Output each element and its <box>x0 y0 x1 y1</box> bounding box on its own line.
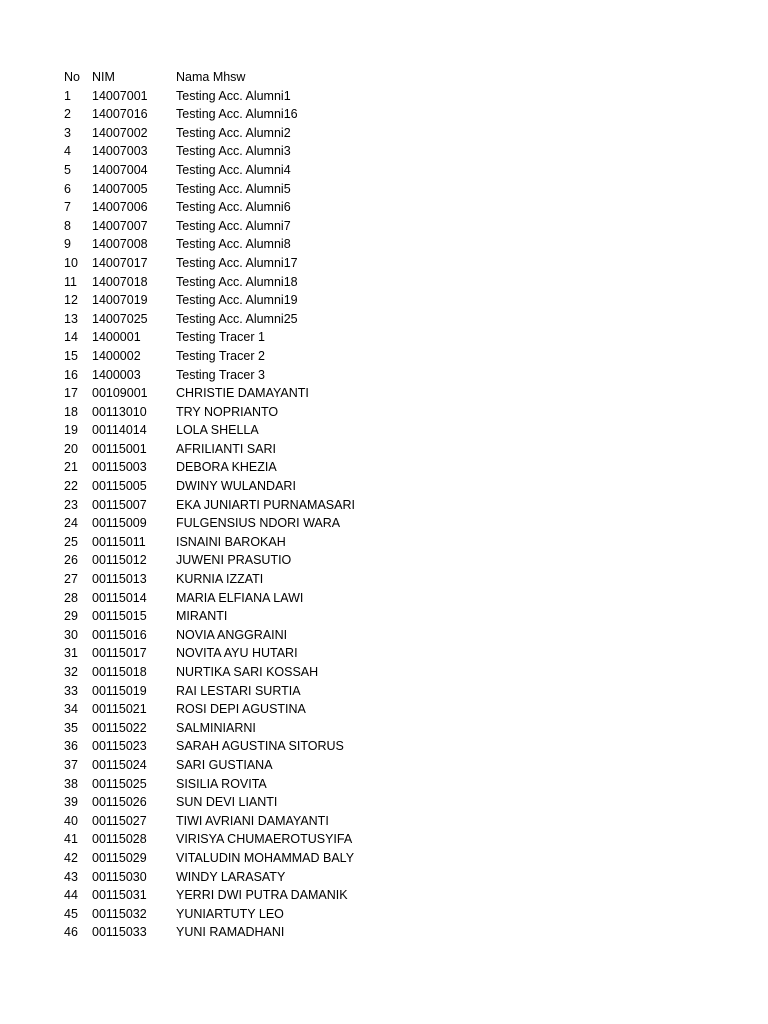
cell-no: 19 <box>64 423 78 438</box>
cell-nim: 1400001 <box>92 330 141 345</box>
cell-no: 21 <box>64 460 78 475</box>
cell-no: 15 <box>64 348 78 363</box>
cell-no: 37 <box>64 757 78 772</box>
table-row <box>64 793 704 812</box>
cell-nama: DEBORA KHEZIA <box>176 460 277 475</box>
cell-nim: 00115027 <box>92 813 147 828</box>
table-row <box>64 812 704 831</box>
table-row <box>64 626 704 645</box>
cell-no: 42 <box>64 850 78 865</box>
table-row <box>64 403 704 422</box>
cell-nama: Testing Acc. Alumni8 <box>176 237 291 252</box>
cell-nama: NOVITA AYU HUTARI <box>176 646 298 661</box>
table-row <box>64 310 704 329</box>
cell-nim: 1400002 <box>92 348 141 363</box>
cell-nim: 00115005 <box>92 479 147 494</box>
table-row <box>64 719 704 738</box>
cell-nim: 14007002 <box>92 125 148 140</box>
cell-nama: Testing Acc. Alumni19 <box>176 293 298 308</box>
table-row <box>64 700 704 719</box>
cell-nim: 00115019 <box>92 683 147 698</box>
cell-nim: 00115012 <box>92 553 147 568</box>
table-row <box>64 235 704 254</box>
cell-nim: 14007004 <box>92 162 148 177</box>
cell-no: 45 <box>64 906 78 921</box>
cell-no: 23 <box>64 497 78 512</box>
table-row <box>64 477 704 496</box>
table-row <box>64 756 704 775</box>
table-row <box>64 105 704 124</box>
table-header-row <box>64 68 704 87</box>
table-row <box>64 551 704 570</box>
table-row <box>64 868 704 887</box>
cell-nama: Testing Acc. Alumni16 <box>176 107 298 122</box>
table-row <box>64 198 704 217</box>
cell-nim: 00115023 <box>92 739 147 754</box>
cell-nim: 14007001 <box>92 88 148 103</box>
cell-nama: Testing Tracer 3 <box>176 367 265 382</box>
cell-nim: 14007007 <box>92 218 148 233</box>
cell-no: 8 <box>64 218 71 233</box>
cell-no: 12 <box>64 293 78 308</box>
cell-no: 7 <box>64 200 71 215</box>
table-row <box>64 905 704 924</box>
cell-nama: Testing Acc. Alumni25 <box>176 311 298 326</box>
cell-nama: DWINY WULANDARI <box>176 479 296 494</box>
cell-nim: 00115021 <box>92 702 147 717</box>
cell-nim: 00115032 <box>92 906 147 921</box>
header-nama-mhsw: Nama Mhsw <box>176 70 246 84</box>
table-body <box>64 87 704 942</box>
cell-nim: 00115011 <box>92 534 146 549</box>
table-row <box>64 644 704 663</box>
cell-nama: SUN DEVI LIANTI <box>176 795 278 810</box>
cell-nama: Testing Acc. Alumni7 <box>176 218 291 233</box>
cell-nim: 00115026 <box>92 795 147 810</box>
cell-nim: 00115028 <box>92 832 147 847</box>
table-row <box>64 161 704 180</box>
cell-no: 46 <box>64 925 78 940</box>
cell-no: 30 <box>64 627 78 642</box>
table-row <box>64 923 704 942</box>
cell-no: 34 <box>64 702 78 717</box>
cell-nim: 00115017 <box>92 646 147 661</box>
header-no: No <box>64 70 80 84</box>
cell-nama: Testing Acc. Alumni3 <box>176 144 291 159</box>
table-row <box>64 440 704 459</box>
cell-no: 22 <box>64 479 78 494</box>
cell-nama: CHRISTIE DAMAYANTI <box>176 386 309 401</box>
cell-nama: SARAH AGUSTINA SITORUS <box>176 739 344 754</box>
cell-nama: WINDY LARASATY <box>176 869 286 884</box>
cell-no: 28 <box>64 590 78 605</box>
cell-no: 20 <box>64 441 78 456</box>
cell-nim: 00115031 <box>92 888 147 903</box>
cell-nama: YERRI DWI PUTRA DAMANIK <box>176 888 348 903</box>
table-row <box>64 254 704 273</box>
cell-nim: 00115030 <box>92 869 147 884</box>
cell-no: 43 <box>64 869 78 884</box>
cell-nama: SISILIA ROVITA <box>176 776 267 791</box>
cell-no: 33 <box>64 683 78 698</box>
cell-nim: 1400003 <box>92 367 141 382</box>
table-row <box>64 682 704 701</box>
cell-nim: 14007016 <box>92 107 148 122</box>
cell-nim: 00115001 <box>92 441 147 456</box>
table-row <box>64 328 704 347</box>
table-row <box>64 663 704 682</box>
cell-nama: MARIA ELFIANA LAWI <box>176 590 304 605</box>
cell-nama: Testing Acc. Alumni1 <box>176 88 291 103</box>
cell-nim: 14007008 <box>92 237 148 252</box>
cell-nama: TIWI AVRIANI DAMAYANTI <box>176 813 329 828</box>
cell-nama: VITALUDIN MOHAMMAD BALY <box>176 850 355 865</box>
table-row <box>64 142 704 161</box>
table-row <box>64 607 704 626</box>
cell-nim: 00115013 <box>92 572 147 587</box>
cell-nim: 00115015 <box>92 609 147 624</box>
table-row <box>64 589 704 608</box>
student-list-table <box>64 68 704 942</box>
header-nim: NIM <box>92 70 115 84</box>
cell-nama: Testing Tracer 2 <box>176 348 265 363</box>
cell-nim: 00115029 <box>92 850 147 865</box>
cell-no: 26 <box>64 553 78 568</box>
cell-no: 39 <box>64 795 78 810</box>
cell-no: 27 <box>64 572 78 587</box>
cell-nama: SALMINIARNI <box>176 720 256 735</box>
cell-nama: Testing Acc. Alumni18 <box>176 274 298 289</box>
cell-nim: 00114014 <box>92 423 147 438</box>
cell-nama: Testing Acc. Alumni2 <box>176 125 291 140</box>
cell-nama: TRY NOPRIANTO <box>176 404 279 419</box>
cell-nama: YUNI RAMADHANI <box>176 925 285 940</box>
cell-nim: 00115007 <box>92 497 147 512</box>
cell-no: 16 <box>64 367 78 382</box>
cell-nama: LOLA SHELLA <box>176 423 259 438</box>
cell-no: 4 <box>64 144 71 159</box>
cell-no: 31 <box>64 646 78 661</box>
table-row <box>64 849 704 868</box>
cell-nim: 00115024 <box>92 757 147 772</box>
cell-nim: 00113010 <box>92 404 147 419</box>
cell-no: 24 <box>64 516 78 531</box>
cell-no: 32 <box>64 665 78 679</box>
cell-nama: YUNIARTUTY LEO <box>176 906 284 921</box>
cell-nim: 14007003 <box>92 144 148 159</box>
cell-no: 35 <box>64 720 78 735</box>
cell-nama: AFRILIANTI SARI <box>176 441 277 456</box>
cell-no: 9 <box>64 237 71 252</box>
cell-no: 5 <box>64 162 71 177</box>
cell-nama: Testing Acc. Alumni17 <box>176 255 298 270</box>
cell-nama: JUWENI PRASUTIO <box>176 553 292 568</box>
cell-nama: Testing Acc. Alumni6 <box>176 200 291 215</box>
cell-nama: MIRANTI <box>176 609 228 624</box>
table-row <box>64 496 704 515</box>
cell-no: 2 <box>64 107 71 122</box>
cell-no: 18 <box>64 404 78 419</box>
table-row <box>64 384 704 403</box>
cell-no: 17 <box>64 386 78 401</box>
cell-nama: Testing Tracer 1 <box>176 330 265 345</box>
cell-nim: 00115009 <box>92 516 147 531</box>
table-row <box>64 886 704 905</box>
cell-no: 29 <box>64 609 78 624</box>
cell-nama: ISNAINI BAROKAH <box>176 534 286 549</box>
cell-no: 38 <box>64 776 78 791</box>
cell-no: 14 <box>64 330 78 345</box>
cell-no: 13 <box>64 311 78 326</box>
cell-nama: NOVIA ANGGRAINI <box>176 627 288 642</box>
cell-no: 40 <box>64 813 78 828</box>
cell-nama: FULGENSIUS NDORI WARA <box>176 516 341 531</box>
table-row <box>64 533 704 552</box>
table-row <box>64 273 704 292</box>
table-row <box>64 217 704 236</box>
cell-nama: VIRISYA CHUMAEROTUSYIFA <box>176 832 353 847</box>
table-row <box>64 421 704 440</box>
cell-nim: 00109001 <box>92 386 148 401</box>
cell-nama: Testing Acc. Alumni4 <box>176 162 291 177</box>
cell-nama: SARI GUSTIANA <box>176 757 273 772</box>
cell-nim: 00115014 <box>92 590 147 605</box>
cell-nim: 14007025 <box>92 311 148 326</box>
table-row <box>64 366 704 385</box>
cell-nim: 14007018 <box>92 274 148 289</box>
table-row <box>64 570 704 589</box>
cell-nim: 14007005 <box>92 181 148 196</box>
cell-nim: 14007017 <box>92 255 148 270</box>
cell-nim: 00115033 <box>92 925 147 940</box>
cell-no: 11 <box>64 274 77 289</box>
table-row <box>64 87 704 106</box>
table-row <box>64 775 704 794</box>
cell-nim: 00115022 <box>92 720 147 735</box>
table-row <box>64 737 704 756</box>
cell-no: 10 <box>64 255 78 270</box>
table-row <box>64 180 704 199</box>
cell-no: 36 <box>64 739 78 754</box>
cell-nama: RAI LESTARI SURTIA <box>176 683 301 698</box>
cell-no: 44 <box>64 888 78 903</box>
cell-nim: 00115018 <box>92 665 147 679</box>
cell-nama: ROSI DEPI AGUSTINA <box>176 702 306 717</box>
cell-no: 3 <box>64 125 71 140</box>
cell-no: 1 <box>64 88 71 103</box>
cell-nama: KURNIA IZZATI <box>176 572 264 587</box>
cell-nama: EKA JUNIARTI PURNAMASARI <box>176 497 355 512</box>
cell-nim: 00115003 <box>92 460 147 475</box>
table-row <box>64 291 704 310</box>
table-row <box>64 347 704 366</box>
cell-nim: 00115016 <box>92 627 147 642</box>
cell-nama: NURTIKA SARI KOSSAH <box>176 665 319 679</box>
cell-no: 6 <box>64 181 71 196</box>
table-row <box>64 458 704 477</box>
table-row <box>64 830 704 849</box>
cell-nama: Testing Acc. Alumni5 <box>176 181 291 196</box>
cell-nim: 00115025 <box>92 776 147 791</box>
cell-nim: 14007006 <box>92 200 148 215</box>
table-row <box>64 514 704 533</box>
cell-no: 25 <box>64 534 78 549</box>
table-row <box>64 124 704 143</box>
cell-no: 41 <box>64 832 78 847</box>
cell-nim: 14007019 <box>92 293 148 308</box>
